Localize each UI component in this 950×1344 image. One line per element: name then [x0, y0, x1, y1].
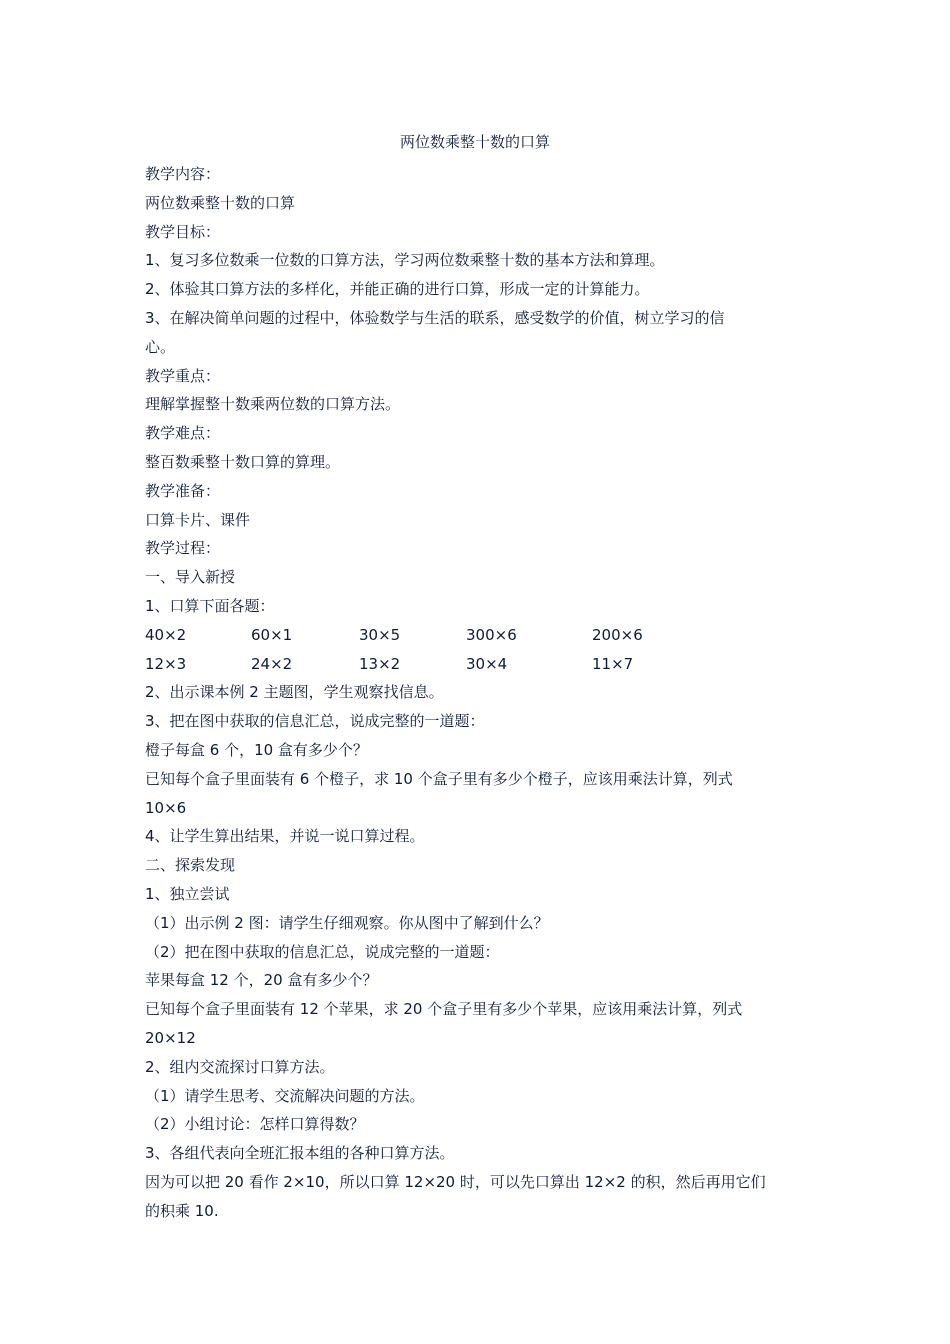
exercise-item: 30×5: [359, 625, 401, 644]
text-line: 教学目标：: [145, 222, 221, 241]
exercise-item: 200×6: [592, 625, 643, 644]
text-line: 橙子每盒 6 个，10 盒有多少个？: [145, 740, 368, 759]
exercise-row: [145, 621, 815, 650]
text-line: 苹果每盒 12 个，20 盒有多少个？: [145, 971, 378, 990]
text-line: 3、在解决简单问题的过程中，体验数学与生活的联系，感受数学的价值，树立学习的信: [145, 308, 725, 327]
text-line: 整百数乘整十数口算的算理。: [145, 452, 341, 471]
text-line: 2、组内交流探讨口算方法。: [145, 1057, 335, 1076]
text-line: 二、探索发现: [145, 856, 236, 875]
text-line: 1、独立尝试: [145, 884, 230, 903]
document-title: 两位数乘整十数的口算: [399, 133, 550, 151]
text-line: 1、口算下面各题：: [145, 596, 275, 615]
exercise-item: 11×7: [592, 654, 634, 673]
text-line: 的积乘 10.: [145, 1201, 219, 1220]
exercise-item: 300×6: [466, 625, 517, 644]
text-line: （2）小组讨论：怎样口算得数？: [145, 1115, 365, 1134]
text-line: 2、体验其口算方法的多样化，并能正确的进行口算，形成一定的计算能力。: [145, 280, 650, 299]
text-line: 2、出示课本例 2 主题图，学生观察找信息。: [145, 683, 444, 702]
text-line: 3、各组代表向全班汇报本组的各种口算方法。: [145, 1144, 455, 1163]
text-line: 教学内容：: [145, 165, 221, 183]
exercise-item: 12×3: [145, 654, 187, 673]
text-line: 理解掌握整十数乘两位数的口算方法。: [145, 395, 401, 414]
document-body: [145, 160, 815, 1225]
text-line: 教学重点：: [145, 366, 221, 385]
text-line: 教学准备：: [145, 481, 221, 500]
text-line: 4、让学生算出结果，并说一说口算过程。: [145, 827, 425, 846]
text-line: 两位数乘整十数的口算: [145, 193, 296, 212]
text-line: （1）出示例 2 图：请学生仔细观察。你从图中了解到什么？: [145, 913, 549, 932]
exercise-item: 13×2: [359, 654, 401, 673]
exercise-item: 40×2: [145, 625, 187, 644]
text-line: 教学过程：: [145, 539, 221, 558]
text-line: 心。: [145, 337, 176, 356]
text-line: 20×12: [145, 1028, 196, 1047]
exercise-item: 30×4: [466, 654, 508, 673]
text-line: 教学难点：: [145, 424, 221, 443]
exercise-row: [145, 650, 815, 679]
text-line: 口算卡片、课件: [145, 510, 251, 529]
text-line: 已知每个盒子里面装有 12 个苹果，求 20 个盒子里有多少个苹果，应该用乘法计算，列式: [145, 1000, 743, 1019]
text-line: 1、复习多位数乘一位数的口算方法，学习两位数乘整十数的基本方法和算理。: [145, 251, 665, 270]
text-line: 10×6: [145, 798, 187, 817]
text-line: （2）把在图中获取的信息汇总，说成完整的一道题：: [145, 942, 500, 961]
text-line: （1）请学生思考、交流解决问题的方法。: [145, 1086, 425, 1105]
text-line: 已知每个盒子里面装有 6 个橙子，求 10 个盒子里有多少个橙子，应该用乘法计算，列式: [145, 769, 733, 788]
text-line: 3、把在图中获取的信息汇总，说成完整的一道题：: [145, 712, 485, 731]
text-line: 因为可以把 20 看作 2×10，所以口算 12×20 时，可以先口算出 12×2 的积，然后再用它们: [145, 1172, 766, 1191]
exercise-item: 24×2: [251, 654, 293, 673]
exercise-item: 60×1: [251, 625, 293, 644]
text-line: 一、导入新授: [145, 568, 236, 587]
